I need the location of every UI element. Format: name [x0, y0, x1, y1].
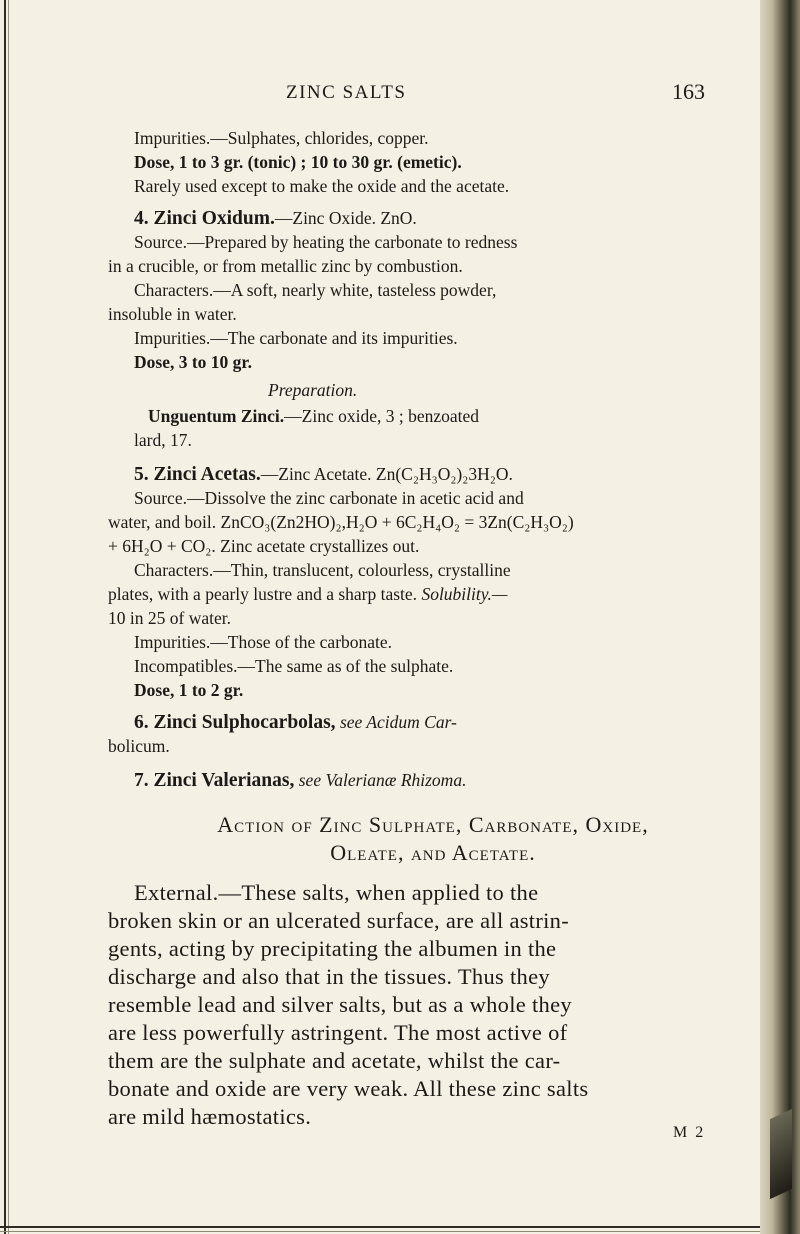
paragraph-line: are less powerfully astringent. The most active of [108, 1020, 568, 1045]
text-line: Impurities.—The carbonate and its impurities. [134, 328, 458, 348]
text-line: lard, 17. [134, 430, 192, 450]
preparation-heading: Preparation. [268, 380, 358, 400]
text-line: insoluble in water. [108, 304, 237, 324]
edge-shadow-mark [770, 1109, 792, 1199]
entry-heading-zinci-oxidum: 4. Zinci Oxidum.—Zinc Oxide. ZnO. [134, 208, 417, 229]
text-line: Characters.—Thin, translucent, colourless, crystalline [134, 560, 511, 580]
dose-line: Dose, 1 to 2 gr. [134, 680, 244, 700]
entry-heading-zinci-valerianas: 7. Zinci Valerianas, see Valerianæ Rhizoma. [134, 770, 467, 791]
section-title: Action of Zinc Sulphate, Carbonate, Oxide, [217, 812, 649, 837]
formula-line: water, and boil. ZnCO₃(Zn2HO)₂,H₂O + 6C₂H₄O₂ = 3Zn(C₂H₃O₂) [108, 512, 574, 532]
paragraph-line: bonate and oxide are very weak. All these zinc salts [108, 1076, 589, 1101]
text-line: Source.—Dissolve the zinc carbonate in acetic acid and [134, 488, 524, 508]
text-line: in a crucible, or from metallic zinc by combustion. [108, 256, 463, 276]
signature-mark: M 2 [673, 1124, 706, 1141]
text-line: Source.—Prepared by heating the carbonate to redness [134, 232, 518, 252]
paragraph-line: resemble lead and silver salts, but as a whole they [108, 992, 572, 1017]
text-line: 10 in 25 of water. [108, 608, 231, 628]
text-line: plates, with a pearly lustre and a sharp taste. Solubility.— [108, 584, 508, 604]
page-frame-bottom [0, 1226, 760, 1228]
book-spine-edge [760, 0, 800, 1234]
entry-heading-zinci-acetas: 5. Zinci Acetas.—Zinc Acetate. Zn(C₂H₃O₂)₂3H₂O. [134, 464, 513, 485]
section-title: Oleate, and Acetate. [330, 840, 536, 865]
text-line: Impurities.—Those of the carbonate. [134, 632, 393, 652]
formula-line: + 6H₂O + CO₂. Zinc acetate crystallizes out. [108, 536, 420, 556]
text-line: Rarely used except to make the oxide and the acetate. [134, 176, 510, 196]
page-frame-bottom-inner [0, 1231, 760, 1232]
running-head [108, 79, 758, 106]
paragraph-line: broken skin or an ulcerated surface, are all astrin- [108, 908, 570, 933]
text-line: Incompatibles.—The same as of the sulphate. [134, 656, 454, 676]
paragraph-line: are mild hæmostatics. [108, 1104, 312, 1129]
preparation-entry: Unguentum Zinci.—Zinc oxide, 3 ; benzoated [148, 406, 480, 426]
page-number: 163 [672, 79, 705, 104]
paragraph-line: gents, acting by precipitating the albumen in the [108, 936, 557, 961]
dose-line: Dose, 3 to 10 gr. [134, 352, 252, 372]
text-line: Impurities.—Sulphates, chlorides, copper. [134, 128, 429, 148]
dose-line: Dose, 1 to 3 gr. (tonic) ; 10 to 30 gr. (emetic). [134, 152, 462, 172]
paragraph-line: them are the sulphate and acetate, whilst the car- [108, 1048, 561, 1073]
page-frame-left [4, 0, 6, 1234]
running-head-title: ZINC SALTS [286, 82, 407, 103]
entry-heading-zinci-sulphocarbolas: 6. Zinci Sulphocarbolas, see Acidum Car- [134, 712, 457, 733]
paragraph-line: External.—These salts, when applied to the [134, 880, 539, 905]
page-frame-left-inner [8, 0, 9, 1234]
paragraph-line: discharge and also that in the tissues. Thus they [108, 964, 550, 989]
text-line: bolicum. [108, 736, 170, 756]
text-line: Characters.—A soft, nearly white, tasteless powder, [134, 280, 497, 300]
